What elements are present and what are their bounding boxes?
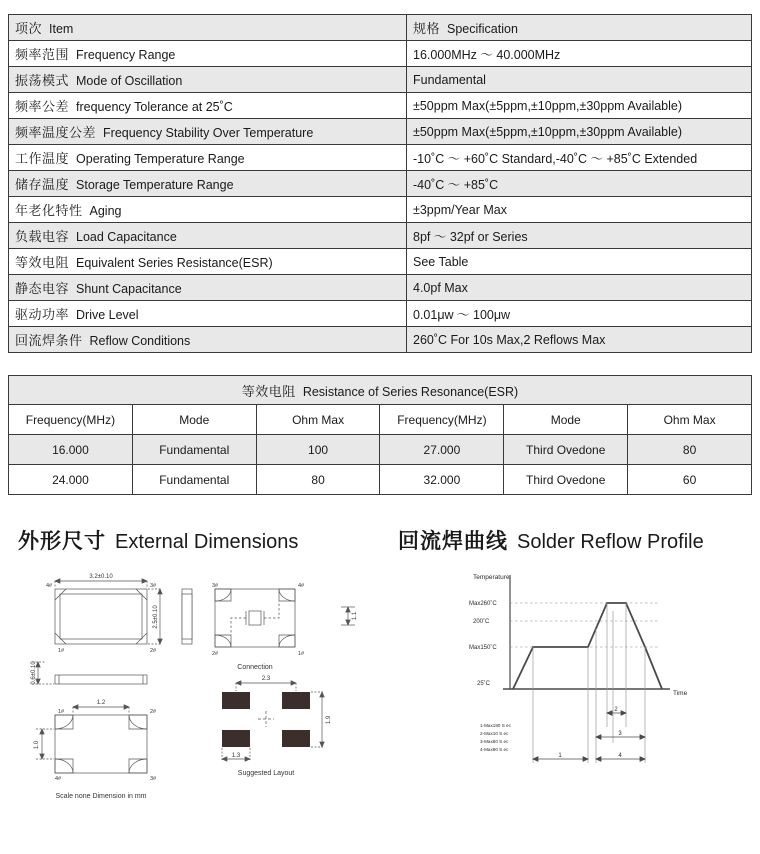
spec-value-cell: ±3ppm/Year Max: [407, 197, 752, 223]
suggested-layout-caption: Suggested Layout: [237, 770, 295, 777]
figures-area: [0, 567, 760, 827]
esr-cell: 27.000: [380, 435, 504, 465]
pad-pin-label-1: 1#: [58, 709, 65, 715]
scale-note: Scale none Dimension in mm: [55, 793, 147, 800]
esr-header-cell: Mode: [504, 405, 628, 435]
esr-header-cell: Frequency(MHz): [9, 405, 133, 435]
spec-value-cell: 16.000MHz 〜 40.000MHz: [407, 41, 752, 67]
spec-item-cell: [9, 67, 407, 93]
spec-item-cell: [9, 223, 407, 249]
spec-item-cn: 回流焊条件: [15, 333, 83, 348]
esr-title-en: Resistance of Series Resonance(ESR): [302, 384, 519, 399]
spec-header-spec-cn: 规格: [413, 21, 441, 36]
spec-item-cell: [9, 197, 407, 223]
connection-pin-label-2: 2#: [212, 651, 219, 657]
esr-header-cell: Frequency(MHz): [380, 405, 504, 435]
esr-cell: 16.000: [9, 435, 133, 465]
chart-note-4: 4-Max90 S ec: [480, 747, 509, 752]
spec-item-en: Equivalent Series Resistance(ESR): [76, 256, 273, 270]
spec-value-cell: -10˚C 〜 +60˚C Standard,-40˚C 〜 +85˚C Extended: [407, 145, 752, 171]
esr-cell: 80: [628, 435, 752, 465]
table-row: [9, 223, 752, 249]
table-row: [9, 327, 752, 353]
dim-layout-pitch-y: 1.9: [326, 715, 332, 725]
chart-ytick-150: Max150˚C: [469, 645, 497, 651]
esr-title-cell: [9, 376, 752, 405]
esr-header-cell: Ohm Max: [628, 405, 752, 435]
spec-item-en: Reflow Conditions: [89, 334, 191, 348]
spec-value-cell: Fundamental: [407, 67, 752, 93]
spec-header-item: [9, 15, 407, 41]
spec-item-cn: 年老化特性: [15, 203, 83, 218]
pin-label-3: 3#: [150, 583, 157, 589]
pin-label-2: 2#: [150, 648, 157, 654]
chart-y-axis-label: Temperature: [473, 574, 510, 581]
spec-header-item-cn: 项次: [15, 21, 43, 36]
spec-value-cell: 4.0pf Max: [407, 275, 752, 301]
chart-ytick-260: Max260˚C: [469, 601, 497, 607]
table-row: [9, 465, 752, 495]
dim-top-height: 2.5±0.10: [153, 605, 159, 629]
spec-item-en: Frequency Stability Over Temperature: [103, 126, 314, 140]
dim-layout-pad-width: 1.3: [231, 753, 241, 759]
dim-pad-width: 1.2: [96, 700, 106, 706]
table-row: [9, 41, 752, 67]
section-heading-dimensions-cn: 外形尺寸: [18, 530, 106, 553]
section-headings: [0, 525, 760, 561]
esr-cell: 100: [256, 435, 380, 465]
section-heading-reflow: [398, 525, 704, 555]
connection-pin-label-1: 1#: [298, 651, 305, 657]
esr-cell: Fundamental: [132, 465, 256, 495]
reflow-profile-curve: [513, 603, 662, 689]
spec-item-cn: 工作温度: [15, 151, 70, 166]
esr-cell: 24.000: [9, 465, 133, 495]
spec-item-cell: [9, 145, 407, 171]
chart-note-1: 1-Max180 S ec: [480, 723, 511, 728]
connection-pin-label-3: 3#: [212, 583, 219, 589]
table-row: [9, 435, 752, 465]
section-heading-reflow-en: Solder Reflow Profile: [517, 531, 704, 553]
table-row: [9, 119, 752, 145]
spec-item-en: frequency Tolerance at 25˚C: [76, 100, 233, 114]
pin-label-4: 4#: [46, 583, 53, 589]
esr-title-row: [9, 376, 752, 405]
spec-value-cell: See Table: [407, 249, 752, 275]
spec-item-cell: [9, 249, 407, 275]
spec-item-en: Shunt Capacitance: [76, 282, 182, 296]
table-row: [9, 93, 752, 119]
spec-item-en: Operating Temperature Range: [76, 152, 245, 166]
dim-layout-pitch-x: 2.3: [261, 676, 271, 682]
esr-cell: 80: [256, 465, 380, 495]
spec-item-cell: [9, 275, 407, 301]
connection-caption: Connection: [237, 664, 273, 671]
spec-item-cn: 静态电容: [15, 281, 70, 296]
chart-projection-lines: [533, 603, 645, 763]
spec-header-row: [9, 15, 752, 41]
spec-value-cell: ±50ppm Max(±5ppm,±10ppm,±30ppm Available): [407, 93, 752, 119]
spec-header-item-en: Item: [49, 22, 74, 36]
spec-item-en: Aging: [89, 204, 122, 218]
external-dimensions-drawing: [10, 567, 450, 817]
spec-item-cell: [9, 41, 407, 67]
dim-layout-pad-height: 1.1: [352, 611, 358, 621]
section-heading-dimensions-en: External Dimensions: [115, 531, 299, 553]
spec-item-cell: [9, 93, 407, 119]
esr-cell: 60: [628, 465, 752, 495]
esr-cell: Third Ovedone: [504, 435, 628, 465]
spec-item-cell: [9, 171, 407, 197]
spec-item-cn: 驱动功率: [15, 307, 70, 322]
table-row: [9, 171, 752, 197]
specification-table: [8, 14, 752, 353]
reflow-chart-svg: [455, 567, 755, 817]
table-row: [9, 249, 752, 275]
spec-item-en: Drive Level: [76, 308, 139, 322]
spec-item-en: Frequency Range: [76, 48, 176, 62]
solder-reflow-chart: [455, 567, 755, 817]
esr-table: [8, 375, 752, 495]
spec-value-cell: 260˚C For 10s Max,2 Reflows Max: [407, 327, 752, 353]
esr-header-row: [9, 405, 752, 435]
spec-item-cn: 等效电阻: [15, 255, 70, 270]
dimensions-svg: [10, 567, 450, 817]
section-heading-reflow-cn: 回流焊曲线: [398, 530, 508, 553]
chart-gridlines: [510, 603, 660, 647]
chart-segment-label-4: 4: [618, 753, 622, 759]
spec-item-en: Load Capacitance: [76, 230, 177, 244]
spec-item-cn: 频率温度公差: [15, 125, 97, 140]
spec-value-cell: -40˚C 〜 +85˚C: [407, 171, 752, 197]
esr-header-cell: Ohm Max: [256, 405, 380, 435]
spec-item-cell: [9, 119, 407, 145]
table-row: [9, 145, 752, 171]
chart-ytick-200: 200˚C: [473, 619, 490, 625]
spec-item-en: Mode of Oscillation: [76, 74, 183, 88]
pad-pin-label-4: 4#: [55, 776, 62, 782]
spec-item-cn: 振荡模式: [15, 73, 70, 88]
spec-item-en: Storage Temperature Range: [76, 178, 234, 192]
chart-note-2: 2-Max10 S ec: [480, 731, 509, 736]
spec-header-spec: [407, 15, 752, 41]
chart-ytick-25: 25˚C: [477, 681, 491, 687]
esr-cell: Fundamental: [132, 435, 256, 465]
dim-thickness: 0.6±0.10: [31, 661, 37, 685]
dim-pad-height: 1.0: [34, 740, 40, 750]
chart-segment-label-3: 3: [618, 731, 622, 737]
esr-header-cell: Mode: [132, 405, 256, 435]
spec-item-cn: 负载电容: [15, 229, 70, 244]
spec-item-cell: [9, 301, 407, 327]
chart-note-3: 3-Max60 S ec: [480, 739, 509, 744]
datasheet-page: [0, 14, 760, 854]
esr-title-cn: 等效电阻: [241, 383, 296, 399]
spec-value-cell: 8pf 〜 32pf or Series: [407, 223, 752, 249]
chart-x-axis-label: Time: [673, 690, 688, 697]
spec-value-cell: 0.01μw 〜 100μw: [407, 301, 752, 327]
pad-pin-label-3: 3#: [150, 776, 157, 782]
pin-label-1: 1#: [58, 648, 65, 654]
spec-item-cn: 频率范围: [15, 47, 70, 62]
dim-top-width: 3.2±0.10: [89, 574, 113, 580]
chart-segment-label-1: 1: [558, 753, 562, 759]
connection-pin-label-4: 4#: [298, 583, 305, 589]
spec-value-cell: ±50ppm Max(±5ppm,±10ppm,±30ppm Available): [407, 119, 752, 145]
section-heading-dimensions: [18, 525, 298, 555]
chart-segment-arrows: [533, 711, 645, 761]
esr-cell: 32.000: [380, 465, 504, 495]
table-row: [9, 197, 752, 223]
pad-pin-label-2: 2#: [150, 709, 157, 715]
chart-segment-label-2: 2: [614, 707, 618, 713]
spec-item-cell: [9, 327, 407, 353]
table-row: [9, 301, 752, 327]
spec-item-cn: 储存温度: [15, 177, 70, 192]
table-row: [9, 67, 752, 93]
table-row: [9, 275, 752, 301]
esr-cell: Third Ovedone: [504, 465, 628, 495]
spec-header-spec-en: Specification: [447, 22, 518, 36]
spec-item-cn: 频率公差: [15, 99, 70, 114]
